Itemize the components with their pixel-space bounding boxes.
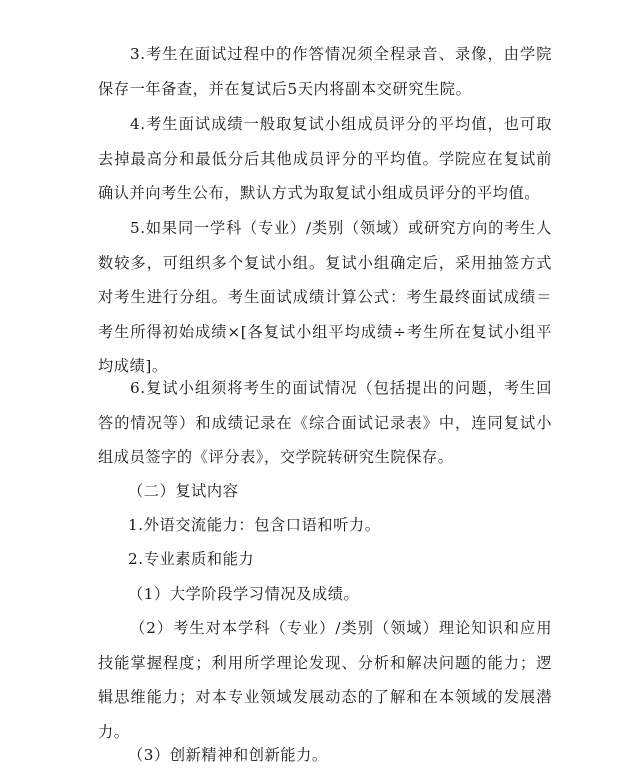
list-item-professional-ability: 2.专业素质和能力	[128, 550, 255, 568]
paragraph-item-3: 3.考生在面试过程中的作答情况须全程录音、录像，由学院保存一年备查，并在复试后5天内将副本交研究生院。	[98, 45, 552, 98]
list-item-language-ability: 1.外语交流能力：包含口语和听力。	[128, 516, 381, 534]
sub-item-innovation: （3）创新精神和创新能力。	[128, 746, 328, 764]
sub-item-study-performance: （1）大学阶段学习情况及成绩。	[128, 585, 360, 603]
paragraph-item-5: 5.如果同一学科（专业）/类别（领域）或研究方向的考生人数较多，可组织多个复试小组。复试小组确定后，采用抽签方式对考生进行分组。考生面试成绩计算公式：考生最终面试成绩＝考生所得初始成绩×[各复试小组平均成绩÷考生所在复试小组平均成绩]。	[98, 219, 552, 375]
section-heading-retest-content: （二）复试内容	[128, 482, 239, 500]
sub-item-theory-knowledge: （2）考生对本学科（专业）/类别（领域）理论知识和应用技能掌握程度；利用所学理论发现、分析和解决问题的能力；逻辑思维能力；对本专业领域发展动态的了解和在本领域的发展潜力。	[98, 619, 552, 741]
paragraph-item-4: 4.考生面试成绩一般取复试小组成员评分的平均值，也可取去掉最高分和最低分后其他成员评分的平均值。学院应在复试前确认并向考生公布，默认方式为取复试小组成员评分的平均值。	[98, 115, 552, 202]
paragraph-item-6: 6.复试小组须将考生的面试情况（包括提出的问题，考生回答的情况等）和成绩记录在《综合面试记录表》中，连同复试小组成员签字的《评分表》，交学院转研究生院保存。	[98, 379, 552, 466]
